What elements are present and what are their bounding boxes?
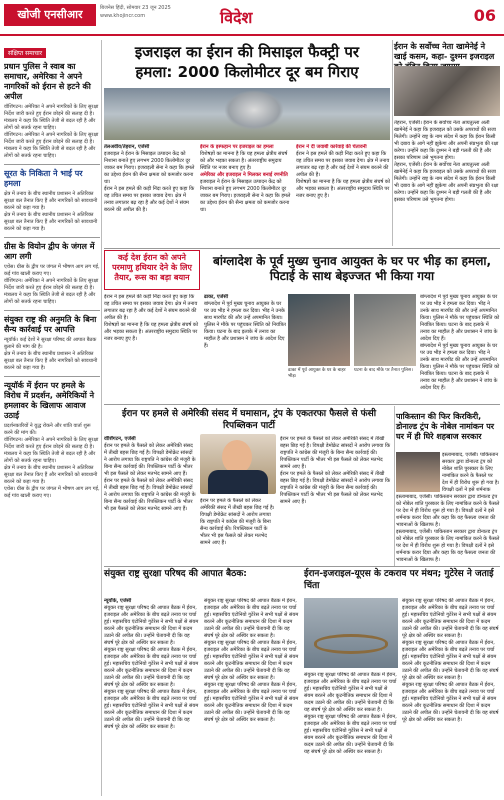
divider — [4, 237, 100, 238]
pakistan-body: इस्लामाबाद, एजेंसी। पाकिस्तान सरकार द्वारा डोनाल्ड ट्रंप को नोबेल शांति पुरस्कार के लिए नामांकित करने के फैसले पर देश में ही विरोध शुरू हो गया है। विपक्षी दलों ने इसे शर्मनाक करार दिया और कहा कि यह फैसला जनता की भावनाओं के खिलाफ है। — [396, 529, 500, 563]
bangladesh-story — [204, 294, 286, 404]
bangladesh-photo-2 — [354, 294, 416, 366]
trump-face — [222, 440, 252, 474]
un-body: संयुक्त राष्ट्र सुरक्षा परिषद की आपात बैठक में ईरान, इजराइल और अमेरिका के बीच बढ़ते तनाव पर चर्चा हुई। महासचिव एंटोनियो गुटेरेस ने सभी पक्षों से संयम बरतने और कूटनीतिक समाधान की दिशा में कदम उठाने की अपील की। उन्होंने चेतावनी दी कि यह संघर्ष पूरे क्षेत्र को अस्थिर कर सकता है। — [204, 640, 299, 681]
un-body: संयुक्त राष्ट्र सुरक्षा परिषद की आपात बैठक में ईरान, इजराइल और अमेरिका के बीच बढ़ते तनाव पर चर्चा हुई। महासचिव एंटोनियो गुटेरेस ने सभी पक्षों से संयम बरतने और कूटनीतिक समाधान की दिशा में कदम उठाने की अपील की। उन्होंने चेतावनी दी कि यह संघर्ष पूरे क्षेत्र को अस्थिर कर सकता है। — [402, 598, 499, 639]
brief-headline[interactable]: प्रधान पुलिस ने स्वाब का समाचार, अमेरिका ने अपने नागरिकों को ईरान से हटने की अपील — [4, 62, 91, 101]
brief-body: एथेंस। ग्रीस के द्वीप पर जंगल में भीषण आग लग गई, कई गांव खाली कराए गए। — [4, 486, 100, 499]
un-body: संयुक्त राष्ट्र सुरक्षा परिषद की आपात बैठक में ईरान, इजराइल और अमेरिका के बीच बढ़ते तनाव पर चर्चा हुई। महासचिव एंटोनियो गुटेरेस ने सभी पक्षों से संयम बरतने और कूटनीतिक समाधान की दिशा में कदम उठाने की अपील की। उन्होंने चेतावनी दी कि यह संघर्ष पूरे क्षेत्र को अस्थिर कर सकता है। — [204, 682, 299, 723]
lead-paragraph: ईरान ने इस हमले की कड़ी निंदा करते हुए कहा कि वह उचित समय पर इसका जवाब देगा। क्षेत्र में तनाव लगातार बढ़ रहा है और कई देशों ने संयम बरतने की अपील की है। — [104, 186, 195, 213]
un-body: संयुक्त राष्ट्र सुरक्षा परिषद की आपात बैठक में ईरान, इजराइल और अमेरिका के बीच बढ़ते तनाव पर चर्चा हुई। महासचिव एंटोनियो गुटेरेस ने सभी पक्षों से संयम बरतने और कूटनीतिक समाधान की दिशा में कदम उठाने की अपील की। उन्होंने चेतावनी दी कि यह संघर्ष पूरे क्षेत्र को अस्थिर कर सकता है। — [104, 647, 199, 688]
khamenei-headline[interactable]: ईरान के सर्वोच्च नेता खामेनेई ने खाई कसम, कहा- दुश्मन इजराइल — [394, 42, 495, 61]
khamenei-story — [394, 120, 500, 246]
brief-body: क्षेत्र में तनाव के बीच स्थानीय प्रशासन ने अतिरिक्त सुरक्षा बल तैनात किए हैं और नागरिकों को सावधानी बरतने को कहा गया है। — [4, 212, 98, 232]
bangladesh-byline: ढाका, एजेंसी — [204, 294, 229, 300]
lead-subhead: ईरान के इस्फहान पर इजराइल का हमला — [200, 144, 274, 150]
council-table — [314, 634, 388, 654]
smoke-plume — [224, 90, 284, 130]
lead-headline-line1: इजराइल का ईरान की मिसाइल फैक्ट्री पर — [134, 43, 360, 61]
column-divider — [394, 406, 395, 566]
us-congress-story-continued — [200, 498, 276, 564]
lead-paragraph: इजराइल ने ईरान के मिसाइल उत्पादन केंद्र को निशाना बनाते हुए लगभग 2000 किलोमीटर दूर जाकर बम गिराए। इजराइली सेना ने कहा कि हमले का उद्देश्य ईरान की सैन्य क्षमता को कमजोर करना था। — [200, 179, 291, 213]
column-divider — [392, 40, 393, 246]
un-body: संयुक्त राष्ट्र सुरक्षा परिषद की आपात बैठक में ईरान, इजराइल और अमेरिका के बीच बढ़ते तनाव पर चर्चा हुई। महासचिव एंटोनियो गुटेरेस ने सभी पक्षों से संयम बरतने और कूटनीतिक समाधान की दिशा में कदम उठाने की अपील की। उन्होंने चेतावनी दी कि यह संघर्ष पूरे क्षेत्र को अस्थिर कर सकता है। — [104, 605, 199, 646]
un-headline-left[interactable]: संयुक्त राष्ट्र सुरक्षा परिषद की आपात बैठक: — [104, 569, 247, 579]
us-congress-story — [104, 436, 196, 564]
brief-news-tag: संक्षिप्त समाचार — [4, 48, 46, 58]
dateline-bottom: www.khojincr.com — [100, 13, 146, 19]
lead-column-1 — [104, 144, 196, 244]
section-divider — [104, 566, 500, 567]
brief-headline[interactable]: संयुक्त राष्ट्र की अनुमति के बिना सैन्य कार्रवाई पर आपत्ति — [4, 315, 97, 334]
brief-headline[interactable]: ग्रीस के वियोन द्वीप के जंगल में आग लगी — [4, 242, 95, 261]
un-body: संयुक्त राष्ट्र सुरक्षा परिषद की आपात बैठक में ईरान, इजराइल और अमेरिका के बीच बढ़ते तनाव पर चर्चा हुई। महासचिव एंटोनियो गुटेरेस ने सभी पक्षों से संयम बरतने और कूटनीतिक समाधान की दिशा में कदम उठाने की अपील की। उन्होंने चेतावनी दी कि यह संघर्ष पूरे क्षेत्र को अस्थिर कर सकता है। — [304, 672, 397, 713]
section-title: विदेश — [220, 8, 253, 27]
trump-photo — [200, 434, 276, 494]
russia-statement-box[interactable]: कई देश ईरान को अपने परमाणु हथियार देने के लिए तैयार, रूस का बड़ा बयान — [104, 250, 200, 290]
us-congress-headline[interactable]: ईरान पर हमले से अमेरिकी संसद में घमासान, ट्रंप के एकतरफा फैसले से फंसी रिपब्लिकन पार्टी — [121, 409, 377, 431]
lead-photo — [104, 88, 390, 140]
photo-caption: ढाका में पूर्व आयुक्त के घर के बाहर भीड़। — [288, 368, 346, 379]
un-security-council-photo — [304, 598, 398, 668]
us-congress-body: ईरान पर हमले के फैसले को लेकर अमेरिकी संसद में तीखी बहस छिड़ गई है। विपक्षी डेमोक्रेट सांसदों ने आरोप लगाया कि राष्ट्रपति ने कांग्रेस की मंजूरी के बिना सैन्य कार्रवाई की। रिपब्लिकन पार्टी के भीतर भी इस फैसले को लेकर मतभेद सामने आए हैं। — [280, 436, 391, 470]
shehbaz-photo — [396, 452, 440, 492]
column-divider — [101, 40, 102, 796]
bangladesh-headline[interactable]: बांग्लादेश के पूर्व मुख्य चुनाव आयुक्त के घर पर भीड़ का हमला, पिटाई के साथ बेइज्जत भी किया गया — [212, 254, 492, 283]
pakistan-headline[interactable]: पाकिस्तान की फिर किरकिरी, डोनाल्ड ट्रंप के नोबेल नामांकन पर घर में ही घिरे शहबाज सरकार — [396, 412, 495, 441]
un-byline: न्यूयॉर्क, एजेंसी — [104, 598, 132, 604]
trump-suit — [208, 470, 268, 494]
lead-column-3 — [296, 144, 390, 244]
un-body: संयुक्त राष्ट्र सुरक्षा परिषद की आपात बैठक में ईरान, इजराइल और अमेरिका के बीच बढ़ते तनाव पर चर्चा हुई। महासचिव एंटोनियो गुटेरेस ने सभी पक्षों से संयम बरतने और कूटनीतिक समाधान की दिशा में कदम उठाने की अपील की। उन्होंने चेतावनी दी कि यह संघर्ष पूरे क्षेत्र को अस्थिर कर सकता है। — [402, 682, 499, 723]
pakistan-body: इस्लामाबाद, एजेंसी। पाकिस्तान सरकार द्वारा डोनाल्ड ट्रंप को नोबेल शांति पुरस्कार के लिए नामांकित करने के फैसले पर देश में ही विरोध शुरू हो गया है। विपक्षी दलों ने इसे शर्मनाक — [442, 452, 500, 492]
bangladesh-story-continued — [420, 294, 500, 404]
photo-caption: घटना के बाद मौके पर तैनात पुलिस। — [354, 368, 413, 373]
un-body: संयुक्त राष्ट्र सुरक्षा परिषद की आपात बैठक में ईरान, इजराइल और अमेरिका के बीच बढ़ते तनाव पर चर्चा हुई। महासचिव एंटोनियो गुटेरेस ने सभी पक्षों से संयम बरतने और कूटनीतिक समाधान की दिशा में कदम उठाने की अपील की। उन्होंने चेतावनी दी कि यह संघर्ष पूरे क्षेत्र को अस्थिर कर सकता है। — [104, 689, 199, 730]
brief-body: वॉशिंगटन। अमेरिका ने अपने नागरिकों के लिए सुरक्षा निर्देश जारी करते हुए ईरान छोड़ने की सलाह दी है। मंत्रालय ने कहा कि स्थिति तेजी से बदल रही है और लोगों को सतर्क रहना चाहिए। — [4, 132, 99, 159]
brief-body: क्षेत्र में तनाव के बीच स्थानीय प्रशासन ने अतिरिक्त सुरक्षा बल तैनात किए हैं और नागरिकों को सावधानी बरतने को कहा गया है। — [4, 465, 98, 485]
section-divider — [104, 248, 500, 249]
un-headline-right[interactable]: ईरान-इजराइल-यूएस के टकराव पर मंथन; गुटेरेस ने जताई चिंता — [304, 569, 494, 591]
divider — [4, 376, 100, 377]
brief-headline[interactable]: न्यूयॉर्क में ईरान पर हमले के विरोध में प्रदर्शन, अमेरिकियों ने हमलावर के खिलाफ आवाज उठाई — [4, 381, 95, 420]
lead-headline[interactable] — [104, 42, 390, 82]
section-divider — [104, 404, 500, 405]
khamenei-body: तेहरान, एजेंसी। ईरान के सर्वोच्च नेता आयतुल्ला अली खामेनेई ने कहा कि इजराइल को उसके अपराधों की सजा मिलेगी। उन्होंने राष्ट्र के नाम संदेश में कहा कि ईरान किसी भी दबाव के आगे नहीं झुकेगा और अपनी संप्रभुता की रक्षा करेगा। उन्होंने कहा कि दुश्मन ने बड़ी गलती की है और इसका परिणाम उसे भुगतना होगा। — [394, 120, 499, 161]
lead-byline: तेलअवीव/तेहरान, एजेंसी — [104, 144, 150, 150]
pakistan-story-side — [442, 452, 500, 492]
lead-paragraph: विशेषज्ञों का मानना है कि यह हमला क्षेत्रीय संघर्ष को और भड़का सकता है। अंतरराष्ट्रीय समुदाय स्थिति पर नजर बनाए हुए है। — [200, 151, 288, 171]
us-congress-body: ईरान पर हमले के फैसले को लेकर अमेरिकी संसद में तीखी बहस छिड़ गई है। विपक्षी डेमोक्रेट सांसदों ने आरोप लगाया कि राष्ट्रपति ने कांग्रेस की मंजूरी के बिना सैन्य कार्रवाई की। रिपब्लिकन पार्टी के भीतर भी इस फैसले को लेकर मतभेद सामने आए हैं। — [200, 498, 275, 546]
brief-body: वॉशिंगटन। अमेरिका ने अपने नागरिकों के लिए सुरक्षा निर्देश जारी करते हुए ईरान छोड़ने की सलाह दी है। मंत्रालय ने कहा कि स्थिति तेजी से बदल रही है और लोगों को सतर्क रहना चाहिए। — [4, 437, 99, 464]
lead-paragraph: विशेषज्ञों का मानना है कि यह हमला क्षेत्रीय संघर्ष को और भड़का सकता है। अंतरराष्ट्रीय समुदाय स्थिति पर नजर बनाए हुए है। — [296, 179, 390, 199]
brief-body: क्षेत्र में तनाव के बीच स्थानीय प्रशासन ने अतिरिक्त सुरक्षा बल तैनात किए हैं और नागरिकों को सावधानी बरतने को कहा गया है। — [4, 351, 98, 371]
divider — [4, 164, 100, 165]
brief-body: क्षेत्र में तनाव के बीच स्थानीय प्रशासन ने अतिरिक्त सुरक्षा बल तैनात किए हैं और नागरिकों को सावधानी बरतने को कहा गया है। — [4, 191, 98, 211]
pakistan-body: इस्लामाबाद, एजेंसी। पाकिस्तान सरकार द्वारा डोनाल्ड ट्रंप को नोबेल शांति पुरस्कार के लिए नामांकित करने के फैसले पर देश में ही विरोध शुरू हो गया है। विपक्षी दलों ने इसे शर्मनाक करार दिया और कहा कि यह फैसला जनता की भावनाओं के खिलाफ है। — [396, 494, 500, 528]
brief-body: न्यूयॉर्क। कई देशों ने सुरक्षा परिषद की आपात बैठक बुलाने की मांग की है। — [4, 337, 97, 350]
un-story-col2 — [204, 598, 300, 794]
khamenei-photo — [394, 66, 500, 116]
un-body: संयुक्त राष्ट्र सुरक्षा परिषद की आपात बैठक में ईरान, इजराइल और अमेरिका के बीच बढ़ते तनाव पर चर्चा हुई। महासचिव एंटोनियो गुटेरेस ने सभी पक्षों से संयम बरतने और कूटनीतिक समाधान की दिशा में कदम उठाने की अपील की। उन्होंने चेतावनी दी कि यह संघर्ष पूरे क्षेत्र को अस्थिर कर सकता है। — [204, 598, 299, 639]
brief-body: एथेंस। ग्रीस के द्वीप पर जंगल में भीषण आग लग गई, कई गांव खाली कराए गए। — [4, 264, 100, 277]
bangladesh-body: बांग्लादेश में पूर्व मुख्य चुनाव आयुक्त के घर पर उग्र भीड़ ने हमला कर दिया। भीड़ ने उनके साथ मारपीट की और उन्हें अपमानित किया। पुलिस ने मौके पर पहुंचकर स्थिति को नियंत्रित किया। घटना के बाद इलाके में तनाव का माहौल है और प्रशासन ने जांच के आदेश दिए हैं। — [204, 301, 286, 349]
us-congress-body: ईरान पर हमले के फैसले को लेकर अमेरिकी संसद में तीखी बहस छिड़ गई है। विपक्षी डेमोक्रेट सांसदों ने आरोप लगाया कि राष्ट्रपति ने कांग्रेस की मंजूरी के बिना सैन्य कार्रवाई की। रिपब्लिकन पार्टी के भीतर भी इस फैसले को लेकर मतभेद सामने आए हैं। — [280, 471, 391, 505]
left-column — [4, 40, 100, 796]
us-congress-body: ईरान पर हमले के फैसले को लेकर अमेरिकी संसद में तीखी बहस छिड़ गई है। विपक्षी डेमोक्रेट सांसदों ने आरोप लगाया कि राष्ट्रपति ने कांग्रेस की मंजूरी के बिना सैन्य कार्रवाई की। रिपब्लिकन पार्टी के भीतर भी इस फैसले को लेकर मतभेद सामने आए हैं। — [104, 443, 196, 477]
brief-body: वॉशिंगटन। अमेरिका ने अपने नागरिकों के लिए सुरक्षा निर्देश जारी करते हुए ईरान छोड़ने की सलाह दी है। मंत्रालय ने कहा कि स्थिति तेजी से बदल रही है और लोगों को सतर्क रहना चाहिए। — [4, 104, 99, 131]
brief-headline[interactable]: सूरत के निकिता ने भाई पर हमला — [4, 169, 83, 188]
un-body: संयुक्त राष्ट्र सुरक्षा परिषद की आपात बैठक में ईरान, इजराइल और अमेरिका के बीच बढ़ते तनाव पर चर्चा हुई। महासचिव एंटोनियो गुटेरेस ने सभी पक्षों से संयम बरतने और कूटनीतिक समाधान की दिशा में कदम उठाने की अपील की। उन्होंने चेतावनी दी कि यह संघर्ष पूरे क्षेत्र को अस्थिर कर सकता है। — [304, 714, 397, 755]
lead-paragraph: ईरान ने इस हमले की कड़ी निंदा करते हुए कहा कि वह उचित समय पर इसका जवाब देगा। क्षेत्र में तनाव लगातार बढ़ रहा है और कई देशों ने संयम बरतने की अपील की है। — [296, 151, 390, 178]
us-congress-body: ईरान पर हमले के फैसले को लेकर अमेरिकी संसद में तीखी बहस छिड़ गई है। विपक्षी डेमोक्रेट सांसदों ने आरोप लगाया कि राष्ट्रपति ने कांग्रेस की मंजूरी के बिना सैन्य कार्रवाई की। रिपब्लिकन पार्टी के भीतर भी इस फैसले को लेकर मतभेद सामने आए हैं। — [104, 478, 196, 512]
lead-headline-line2: हमला: 2000 किलोमीटर दूर बम गिराए — [135, 63, 359, 81]
us-congress-byline: वॉशिंगटन, एजेंसी — [104, 436, 136, 442]
un-story-col1 — [104, 598, 200, 794]
us-congress-story-right — [280, 436, 392, 564]
dateline — [100, 4, 220, 20]
brand-logo: खोजी एनसीआर — [4, 4, 96, 26]
divider — [4, 310, 100, 311]
lead-subhead: ईरान ने दी जवाबी कार्रवाई की चेतावनी — [296, 144, 367, 150]
page-number: 06 — [473, 6, 496, 25]
bangladesh-photo-1 — [288, 294, 350, 366]
lead-paragraph: इजराइल ने ईरान के मिसाइल उत्पादन केंद्र को निशाना बनाते हुए लगभग 2000 किलोमीटर दूर जाकर बम गिराए। इजराइली सेना ने कहा कि हमले का उद्देश्य ईरान की सैन्य क्षमता को कमजोर करना था। — [104, 151, 195, 185]
bangladesh-body: बांग्लादेश में पूर्व मुख्य चुनाव आयुक्त के घर पर उग्र भीड़ ने हमला कर दिया। भीड़ ने उनके साथ मारपीट की और उन्हें अपमानित किया। पुलिस ने मौके पर पहुंचकर स्थिति को नियंत्रित किया। घटना के बाद इलाके में तनाव का माहौल है और प्रशासन ने जांच के आदेश दिए हैं। — [420, 294, 500, 342]
russia-body: ईरान ने इस हमले की कड़ी निंदा करते हुए कहा कि वह उचित समय पर इसका जवाब देगा। क्षेत्र में तनाव लगातार बढ़ रहा है और कई देशों ने संयम बरतने की अपील की है। — [104, 294, 198, 321]
un-body: संयुक्त राष्ट्र सुरक्षा परिषद की आपात बैठक में ईरान, इजराइल और अमेरिका के बीच बढ़ते तनाव पर चर्चा हुई। महासचिव एंटोनियो गुटेरेस ने सभी पक्षों से संयम बरतने और कूटनीतिक समाधान की दिशा में कदम उठाने की अपील की। उन्होंने चेतावनी दी कि यह संघर्ष पूरे क्षेत्र को अस्थिर कर सकता है। — [402, 640, 499, 681]
lead-subhead: अमेरिका और इजराइल ने मिलकर बनाई रणनीति — [200, 172, 288, 178]
bangladesh-body: बांग्लादेश में पूर्व मुख्य चुनाव आयुक्त के घर पर उग्र भीड़ ने हमला कर दिया। भीड़ ने उनके साथ मारपीट की और उन्हें अपमानित किया। पुलिस ने मौके पर पहुंचकर स्थिति को नियंत्रित किया। घटना के बाद इलाके में तनाव का माहौल है और प्रशासन ने जांच के आदेश दिए हैं। — [420, 343, 500, 391]
pakistan-story — [396, 494, 500, 564]
khamenei-body: तेहरान, एजेंसी। ईरान के सर्वोच्च नेता आयतुल्ला अली खामेनेई ने कहा कि इजराइल को उसके अपराधों की सजा मिलेगी। उन्होंने राष्ट्र के नाम संदेश में कहा कि ईरान किसी भी दबाव के आगे नहीं झुकेगा और अपनी संप्रभुता की रक्षा करेगा। उन्होंने कहा कि दुश्मन ने बड़ी गलती की है और इसका परिणाम उसे भुगतना होगा। — [394, 162, 499, 203]
dateline-top: बिजनेस हिंदी, सोमवार 23 जून 2025 — [100, 5, 171, 11]
lead-column-2 — [200, 144, 292, 244]
brief-body: प्रदर्शनकारियों ने युद्ध रोकने और शांति वार्ता शुरू करने की मांग की। — [4, 423, 91, 436]
russia-story — [104, 294, 200, 402]
un-story-col4 — [402, 598, 500, 794]
un-story-col3 — [304, 672, 398, 794]
russia-body: विशेषज्ञों का मानना है कि यह हमला क्षेत्रीय संघर्ष को और भड़का सकता है। अंतरराष्ट्रीय समुदाय स्थिति पर नजर बनाए हुए है। — [104, 322, 199, 342]
brief-body: वॉशिंगटन। अमेरिका ने अपने नागरिकों के लिए सुरक्षा निर्देश जारी करते हुए ईरान छोड़ने की सलाह दी है। मंत्रालय ने कहा कि स्थिति तेजी से बदल रही है और लोगों को सतर्क रहना चाहिए। — [4, 278, 99, 305]
masthead — [0, 0, 504, 36]
